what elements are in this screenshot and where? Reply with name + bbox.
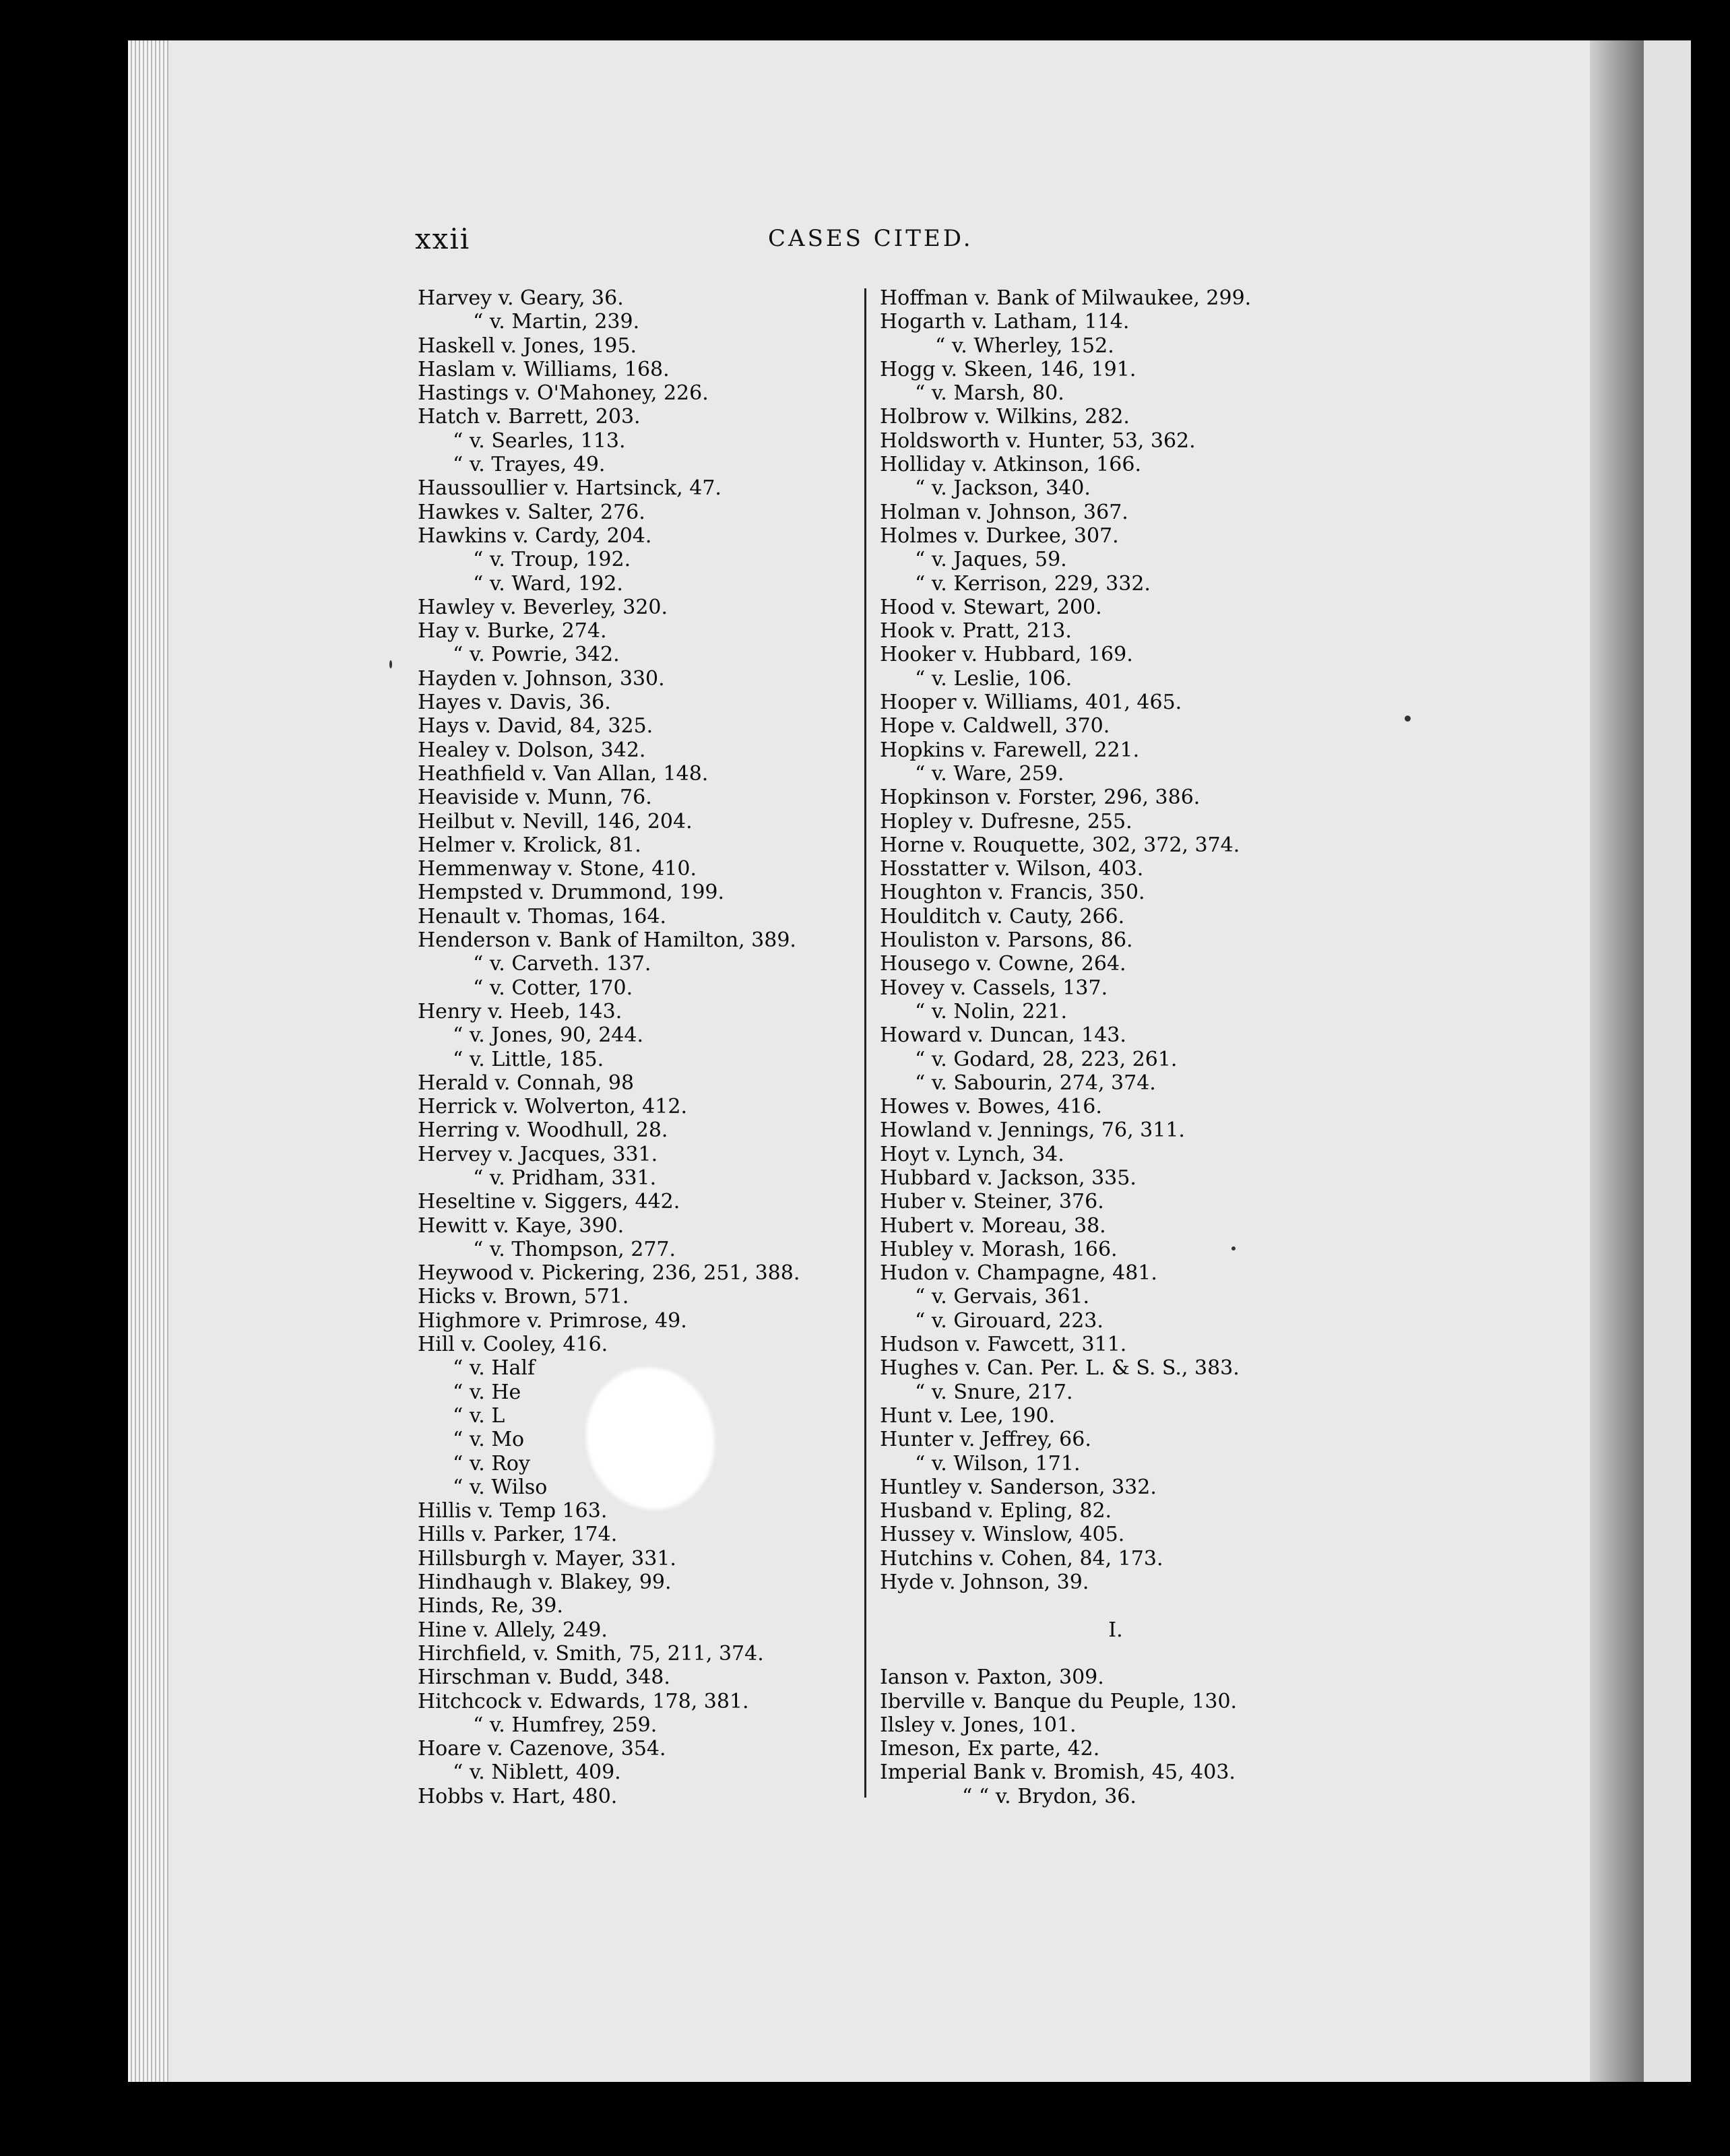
case-entry: Hinds, Re, 39. — [418, 1594, 563, 1618]
case-entry: Hudon v. Champagne, 481. — [880, 1261, 1157, 1286]
spacer — [880, 1594, 1351, 1618]
case-entry: “ v. Kerrison, 229, 332. — [915, 571, 1151, 596]
page-edges — [128, 40, 168, 2082]
case-entry: “ v. Thompson, 277. — [473, 1237, 676, 1261]
case-entry: “ v. Carveth. 137. — [473, 952, 651, 976]
case-entry: Henault v. Thomas, 164. — [418, 904, 667, 928]
case-entry: “ v. Leslie, 106. — [915, 666, 1072, 691]
case-entry: Heaviside v. Munn, 76. — [418, 786, 652, 810]
case-entry: “ v. Ward, 192. — [473, 571, 623, 596]
case-entry: “ v. Roy — [453, 1451, 530, 1476]
case-entry: Hogg v. Skeen, 146, 191. — [880, 357, 1136, 381]
case-entry: “ v. Marsh, 80. — [915, 381, 1064, 406]
case-entry: Hine v. Allely, 249. — [418, 1618, 608, 1642]
case-entry: Highmore v. Primrose, 49. — [418, 1308, 687, 1333]
case-entry: “ v. Jaques, 59. — [915, 548, 1067, 572]
case-entry: Hoare v. Cazenove, 354. — [418, 1737, 666, 1761]
case-entry: Hempsted v. Drummond, 199. — [418, 881, 725, 905]
case-entry: “ v. Humfrey, 259. — [473, 1713, 658, 1737]
case-entry: Herrick v. Wolverton, 412. — [418, 1095, 687, 1119]
case-entry: Healey v. Dolson, 342. — [418, 738, 646, 762]
case-entry: Hovey v. Cassels, 137. — [880, 976, 1108, 1000]
case-entry: Hubbard v. Jackson, 335. — [880, 1166, 1136, 1190]
case-entry: Hays v. David, 84, 325. — [418, 714, 653, 738]
case-entry: Hooper v. Williams, 401, 465. — [880, 691, 1182, 715]
case-entry: Hawkes v. Salter, 276. — [418, 500, 645, 524]
case-entry: Hosstatter v. Wilson, 403. — [880, 857, 1144, 881]
case-entry: “ v. Gervais, 361. — [915, 1285, 1090, 1309]
case-entry: Hatch v. Barrett, 203. — [418, 405, 641, 429]
case-entry: Howard v. Duncan, 143. — [880, 1023, 1126, 1048]
case-entry: “ v. Ware, 259. — [915, 761, 1064, 786]
case-entry: Hughes v. Can. Per. L. & S. S., 383. — [880, 1356, 1240, 1381]
case-entry: “ v. Jackson, 340. — [915, 476, 1091, 501]
case-entry: “ v. Sabourin, 274, 374. — [915, 1071, 1156, 1095]
case-entry: Hemmenway v. Stone, 410. — [418, 857, 697, 881]
case-entry: Hoffman v. Bank of Milwaukee, 299. — [880, 286, 1252, 310]
case-entry: Hopkinson v. Forster, 296, 386. — [880, 786, 1200, 810]
case-entry: Herring v. Woodhull, 28. — [418, 1118, 668, 1143]
facing-page-edge — [1644, 40, 1691, 2082]
case-entry: Huntley v. Sanderson, 332. — [880, 1475, 1157, 1499]
case-entry: Hyde v. Johnson, 39. — [880, 1571, 1089, 1595]
case-entry: Hook v. Pratt, 213. — [880, 619, 1072, 643]
case-entry: Hirchfield, v. Smith, 75, 211, 374. — [418, 1641, 764, 1666]
page-header — [0, 222, 1730, 256]
case-entry: Herald v. Connah, 98 — [418, 1071, 635, 1095]
case-entry: Hayden v. Johnson, 330. — [418, 666, 665, 691]
left-column-case-list — [418, 286, 800, 1808]
case-entry: Ianson v. Paxton, 309. — [880, 1666, 1104, 1690]
case-entry: Howland v. Jennings, 76, 311. — [880, 1118, 1185, 1143]
right-column-case-list — [880, 286, 1351, 1808]
case-entry: Heywood v. Pickering, 236, 251, 388. — [418, 1261, 800, 1286]
case-entry: Hogarth v. Latham, 114. — [880, 310, 1130, 334]
case-entry: Ilsley v. Jones, 101. — [880, 1713, 1077, 1737]
case-entry: Housego v. Cowne, 264. — [880, 952, 1126, 976]
case-entry: “ “ v. Brydon, 36. — [962, 1784, 1136, 1808]
case-entry: Hoyt v. Lynch, 34. — [880, 1142, 1064, 1166]
case-entry: Hussey v. Winslow, 405. — [880, 1523, 1125, 1547]
case-entry: “ v. Pridham, 331. — [473, 1166, 657, 1190]
case-entry: Hewitt v. Kaye, 390. — [418, 1213, 624, 1238]
case-entry: Hay v. Burke, 274. — [418, 619, 607, 643]
running-head: CASES CITED. — [768, 225, 973, 252]
paper-speck — [389, 660, 392, 668]
case-entry: Howes v. Bowes, 416. — [880, 1095, 1102, 1119]
case-entry: Heseltine v. Siggers, 442. — [418, 1190, 680, 1214]
case-entry: Hudson v. Fawcett, 311. — [880, 1333, 1127, 1357]
case-entry: Henderson v. Bank of Hamilton, 389. — [418, 928, 796, 953]
case-entry: Hubert v. Moreau, 38. — [880, 1213, 1106, 1238]
case-entry: “ v. Troup, 192. — [473, 548, 631, 572]
case-entry: Hunt v. Lee, 190. — [880, 1403, 1056, 1428]
case-entry: Holmes v. Durkee, 307. — [880, 524, 1119, 548]
case-entry: Hillis v. Temp 163. — [418, 1499, 608, 1523]
case-entry: Holliday v. Atkinson, 166. — [880, 453, 1141, 477]
case-entry: Helmer v. Krolick, 81. — [418, 833, 641, 857]
case-entry: “ v. Mo — [453, 1428, 525, 1452]
case-entry: Hubley v. Morash, 166. — [880, 1237, 1118, 1261]
case-entry: Hooker v. Hubbard, 169. — [880, 643, 1133, 667]
paper-speck — [1231, 1246, 1236, 1250]
case-entry: Holman v. Johnson, 367. — [880, 500, 1128, 524]
column-divider — [864, 288, 866, 1798]
page-number: xxii — [415, 222, 471, 255]
case-entry: “ v. Powrie, 342. — [453, 643, 620, 667]
case-entry: Houghton v. Francis, 350. — [880, 881, 1145, 905]
case-entry: Iberville v. Banque du Peuple, 130. — [880, 1689, 1238, 1713]
case-entry: Hopley v. Dufresne, 255. — [880, 809, 1132, 833]
case-entry: “ v. Trayes, 49. — [453, 453, 606, 477]
case-entry: Houliston v. Parsons, 86. — [880, 928, 1133, 953]
case-entry: Hastings v. O'Mahoney, 226. — [418, 381, 709, 406]
case-entry: Imperial Bank v. Bromish, 45, 403. — [880, 1761, 1236, 1785]
case-entry: “ v. Niblett, 409. — [453, 1761, 621, 1785]
case-entry: Hervey v. Jacques, 331. — [418, 1142, 658, 1166]
case-entry: “ v. Godard, 28, 223, 261. — [915, 1047, 1178, 1071]
case-entry: Hutchins v. Cohen, 84, 173. — [880, 1546, 1163, 1571]
case-entry: “ v. Little, 185. — [453, 1047, 604, 1071]
case-entry: “ v. Wilson, 171. — [915, 1451, 1081, 1476]
case-entry: “ v. Searles, 113. — [453, 429, 626, 453]
case-entry: Hawley v. Beverley, 320. — [418, 595, 668, 619]
case-entry: Hirschman v. Budd, 348. — [418, 1666, 670, 1690]
case-entry: “ v. Snure, 217. — [915, 1380, 1073, 1404]
spacer — [880, 1642, 1351, 1666]
case-entry: Heilbut v. Nevill, 146, 204. — [418, 809, 693, 833]
case-entry: Harvey v. Geary, 36. — [418, 286, 624, 310]
case-entry: Hawkins v. Cardy, 204. — [418, 524, 652, 548]
case-entry: Husband v. Epling, 82. — [880, 1499, 1112, 1523]
case-entry: Imeson, Ex parte, 42. — [880, 1737, 1100, 1761]
case-entry: Huber v. Steiner, 376. — [880, 1190, 1104, 1214]
paper-speck — [1405, 716, 1411, 722]
case-entry: Holbrow v. Wilkins, 282. — [880, 405, 1130, 429]
case-entry: “ v. Half — [453, 1356, 536, 1381]
case-entry: “ v. L — [453, 1403, 505, 1428]
case-entry: “ v. Jones, 90, 244. — [453, 1023, 644, 1048]
case-entry: “ v. Nolin, 221. — [915, 999, 1068, 1023]
case-entry: Holdsworth v. Hunter, 53, 362. — [880, 429, 1196, 453]
section-letter-heading: I. — [1108, 1618, 1123, 1642]
case-entry: Hunter v. Jeffrey, 66. — [880, 1428, 1091, 1452]
case-entry: Hitchcock v. Edwards, 178, 381. — [418, 1689, 749, 1713]
case-entry: Henry v. Heeb, 143. — [418, 999, 622, 1023]
case-entry: Hindhaugh v. Blakey, 99. — [418, 1571, 672, 1595]
case-entry: Hillsburgh v. Mayer, 331. — [418, 1546, 676, 1571]
case-entry: Hills v. Parker, 174. — [418, 1523, 618, 1547]
case-entry: Hood v. Stewart, 200. — [880, 595, 1102, 619]
case-entry: Hope v. Caldwell, 370. — [880, 714, 1110, 738]
case-entry: Houlditch v. Cauty, 266. — [880, 904, 1125, 928]
case-entry: “ v. Cotter, 170. — [473, 976, 633, 1000]
case-entry: Haslam v. Williams, 168. — [418, 357, 670, 381]
case-entry: Haskell v. Jones, 195. — [418, 334, 637, 358]
case-entry: “ v. Wherley, 152. — [935, 334, 1114, 358]
case-entry: Hicks v. Brown, 571. — [418, 1285, 629, 1309]
case-entry: “ v. Wilso — [453, 1475, 548, 1499]
case-entry: Hopkins v. Farewell, 221. — [880, 738, 1140, 762]
case-entry: Haussoullier v. Hartsinck, 47. — [418, 476, 722, 501]
case-entry: Hayes v. Davis, 36. — [418, 691, 611, 715]
case-entry: “ v. He — [453, 1380, 521, 1404]
case-entry: Hobbs v. Hart, 480. — [418, 1784, 618, 1808]
case-entry: Hill v. Cooley, 416. — [418, 1333, 608, 1357]
case-entry: Horne v. Rouquette, 302, 372, 374. — [880, 833, 1240, 857]
case-entry: “ v. Martin, 239. — [473, 310, 640, 334]
case-entry: Heathfield v. Van Allan, 148. — [418, 761, 709, 786]
case-entry: “ v. Girouard, 223. — [915, 1308, 1103, 1333]
